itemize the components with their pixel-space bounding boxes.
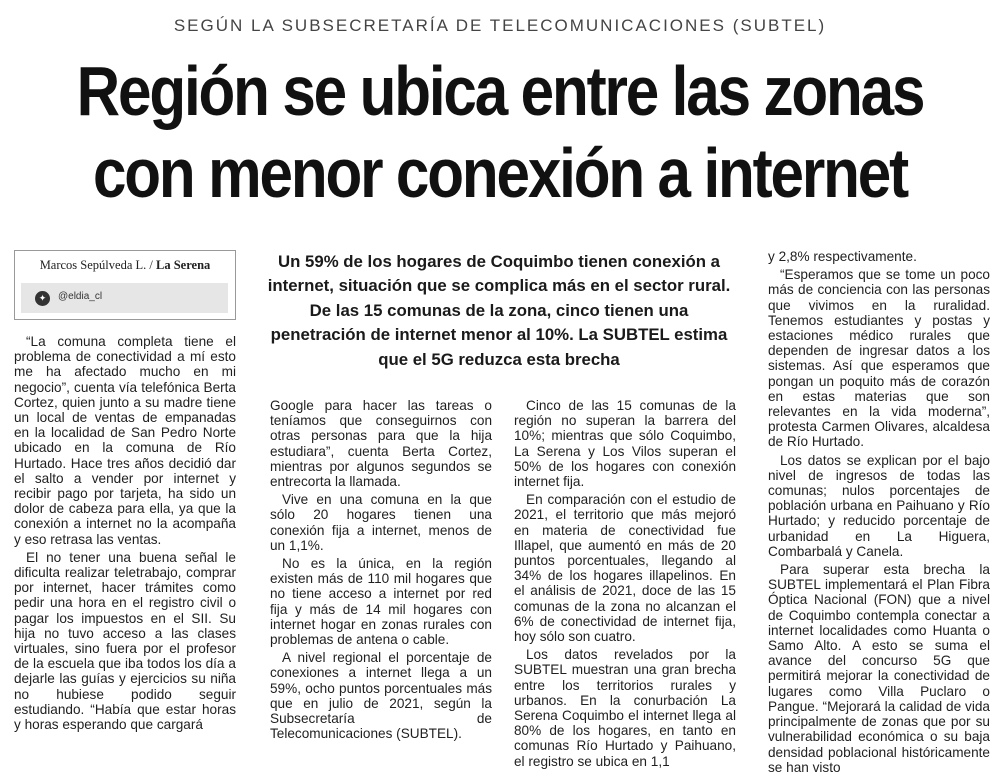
twitter-handle: @eldia_cl bbox=[58, 291, 103, 302]
article-headline bbox=[70, 50, 930, 214]
twitter-icon: ✦ bbox=[35, 291, 50, 306]
paragraph: Cinco de las 15 comunas de la región no superan la barrera del 10%; mientras que sólo Coquimbo, La Serena y Los Vilos superan el 50% de los hogares con conexión internet fija. bbox=[514, 398, 736, 490]
paragraph: A nivel regional el porcentaje de conexiones a internet llega a un 59%, ocho puntos porcentuales más que en julio de 2021, según la Subsecretaría de Telecomunicaciones (SUBTEL). bbox=[270, 650, 492, 742]
paragraph: y 2,8% respectivamente. bbox=[768, 249, 917, 264]
article-kicker: SEGÚN LA SUBSECRETARÍA DE TELECOMUNICACIONES (SUBTEL) bbox=[173, 16, 827, 35]
paragraph: “La comuna completa tiene el problema de conectividad a mí esto me ha afectado mucho en mi negocio”, cuenta vía telefónica Berta Cortez, quien junto a su madre tiene un local de ventas de empanadas en la localidad de San Pedro Norte ubicado en la comuna de Río Hurtado. Hace tres años decidió dar el salto a vender por internet y recibir pago por tarjeta, ha sido un dolor de cabeza para ella, ya que la conexión a internet no la acompaña y eso retrasa las ventas. bbox=[14, 334, 236, 547]
article-lead: Un 59% de los hogares de Coquimbo tienen conexión a internet, situación que se complica más en el sector rural. De las 15 comunas de la zona, cinco tienen una penetración de internet menor al 10%. La SUBTEL estima que el 5G reduzca esta brecha bbox=[267, 252, 731, 369]
paragraph: Vive en una comuna en la que sólo 20 hogares tienen una conexión fija a internet, menos de un 1,1%. bbox=[270, 492, 492, 553]
byline-author-line bbox=[15, 258, 235, 273]
paragraph: Para superar esta brecha la SUBTEL implementará el Plan Fibra Óptica Nacional (FON) que a nivel de Coquimbo contempla conectar a internet localidades como Huanta o Samo Alto. A esto se suma el avance del concurso 5G que permitirá mejorar la conectividad de lugares como Villa Puclaro o Pangue. “Mejorará la calidad de vida principalmente de zonas que por su vulnerabilidad económica o su baja densidad poblacional históricamente se han visto bbox=[768, 562, 990, 775]
body-column-3 bbox=[514, 398, 736, 772]
paragraph: “Esperamos que se tome un poco más de conciencia con las personas que vivimos en la ruralidad. Tenemos estudiantes y postas y estaciones médico rurales que dependen de ingresar datos a los sistemas. Así que esperamos que pongan un poquito más de corazón en estas materias que son relevantes en la vida moderna”, protesta Carmen Olivares, alcaldesa de Río Hurtado. bbox=[768, 267, 990, 450]
paragraph: Los datos revelados por la SUBTEL muestran una gran brecha entre los territorios rurales y urbanos. En la conurbación La Serena Coquimbo el internet llega al 80% de los hogares, en tanto en comunas Río Hurtado y Paihuano, el registro se ubica en 1,1 bbox=[514, 647, 736, 769]
paragraph: Los datos se explican por el bajo nivel de ingresos de todas las comunas; nulos porcentajes de población urbana en Paihuano y Río Hurtado; y reducido porcentaje de urbanidad en La Higuera, Combarbalá y Canela. bbox=[768, 452, 990, 559]
body-column-2 bbox=[270, 398, 492, 744]
body-column-1 bbox=[14, 334, 236, 735]
paragraph: No es la única, en la región existen más de 110 mil hogares que no tiene acceso a internet por red fija y más de 14 mil hogares con internet hogar en zonas rurales con problemas de antena o cable. bbox=[270, 556, 492, 648]
byline-social-bar bbox=[21, 283, 228, 313]
paragraph: Google para hacer las tareas o teníamos que conseguirnos con otras personas para que la hija estudiara”, cuenta Berta Cortez, mientras por algunos segundos se entrecorta la llamada. bbox=[270, 398, 492, 490]
body-column-4 bbox=[768, 249, 990, 778]
headline-line-1: Región se ubica entre las zonas bbox=[76, 52, 924, 130]
headline-line-2: con menor conexión a internet bbox=[92, 134, 908, 212]
byline-location: La Serena bbox=[156, 258, 211, 272]
byline-separator: / bbox=[149, 258, 153, 272]
byline-box bbox=[14, 250, 236, 320]
byline-author: Marcos Sepúlveda L. bbox=[39, 258, 147, 272]
paragraph: El no tener una buena señal le dificulta realizar teletrabajo, comprar por internet, hacer trámites como pedir una hora en el registro civil o pagar los impuestos en el SII. Su hija no tuvo acceso a las clases virtuales, sino fuera por el profesor de la escuela que iba todos los día a dejarle las guías y ejercicios su niña no hubiese podido seguir estudiando. “Había que estar horas y horas esperando que cargará bbox=[14, 549, 236, 733]
paragraph: En comparación con el estudio de 2021, el territorio que más mejoró en materia de conectividad fue Illapel, que aumentó en más de 20 puntos porcentuales, llegando al 34% de los hogares illapelinos. En el análisis de 2021, doce de las 15 comunas de la zona no alcanzan el 6% de conectividad de internet fija, hoy sólo son cuatro. bbox=[514, 492, 736, 645]
